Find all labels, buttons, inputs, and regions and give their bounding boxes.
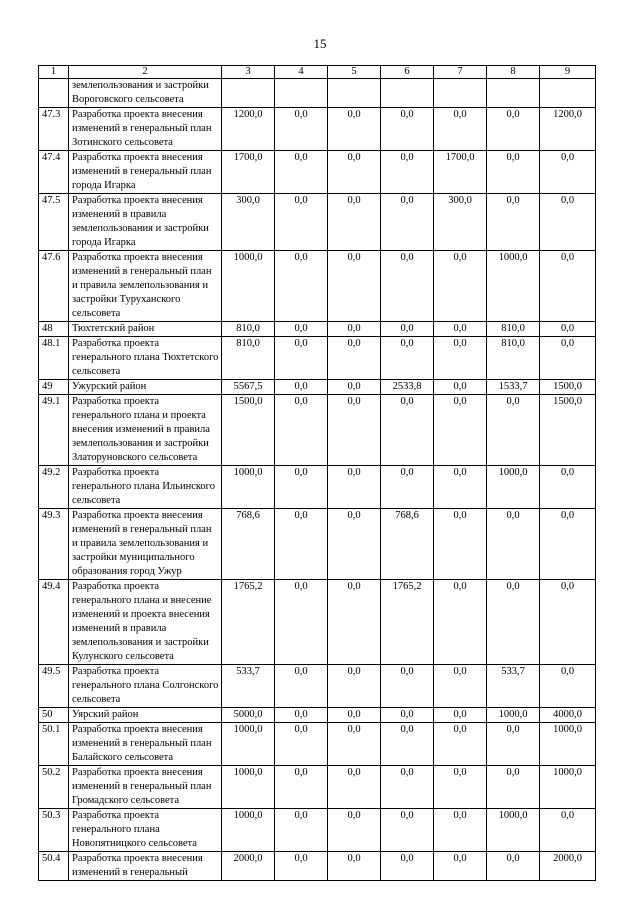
row-name-cell: Тюхтетский район — [69, 322, 222, 337]
value-cell: 2533,8 — [381, 380, 434, 395]
table-row — [39, 708, 596, 723]
row-number-cell: 48 — [39, 322, 69, 337]
value-cell: 0,0 — [275, 852, 328, 881]
value-cell: 0,0 — [275, 108, 328, 151]
value-cell: 0,0 — [275, 708, 328, 723]
value-cell — [381, 79, 434, 108]
table-row — [39, 380, 596, 395]
value-cell: 0,0 — [434, 380, 487, 395]
table-row — [39, 665, 596, 708]
value-cell: 0,0 — [275, 194, 328, 251]
row-number-cell: 50.2 — [39, 766, 69, 809]
value-cell: 0,0 — [275, 151, 328, 194]
row-number-cell: 49.4 — [39, 580, 69, 665]
value-cell: 0,0 — [275, 251, 328, 322]
value-cell: 810,0 — [222, 322, 275, 337]
page-number: 15 — [313, 36, 327, 51]
value-cell: 0,0 — [328, 766, 381, 809]
value-cell: 0,0 — [434, 322, 487, 337]
value-cell: 0,0 — [275, 380, 328, 395]
row-name-cell: Разработка проекта генерального плана и проекта внесения изменений в правила землепользования и застройки Златоруновского сельсовета — [69, 395, 222, 466]
column-header: 2 — [69, 66, 222, 79]
value-cell — [222, 79, 275, 108]
value-cell: 1000,0 — [487, 466, 540, 509]
value-cell: 810,0 — [487, 322, 540, 337]
value-cell: 0,0 — [434, 466, 487, 509]
column-header: 8 — [487, 66, 540, 79]
row-number-cell: 50.3 — [39, 809, 69, 852]
value-cell: 1500,0 — [540, 395, 596, 466]
column-header: 3 — [222, 66, 275, 79]
row-name-cell: Разработка проекта генерального плана и внесение изменений и проекта внесения изменений в правила землепользования и застройки Кулунского сельсовета — [69, 580, 222, 665]
value-cell: 0,0 — [434, 809, 487, 852]
row-number-cell: 50 — [39, 708, 69, 723]
value-cell: 810,0 — [222, 337, 275, 380]
value-cell — [487, 79, 540, 108]
value-cell: 2000,0 — [540, 852, 596, 881]
value-cell: 0,0 — [328, 723, 381, 766]
column-header: 5 — [328, 66, 381, 79]
value-cell: 0,0 — [434, 766, 487, 809]
value-cell: 0,0 — [540, 151, 596, 194]
value-cell: 0,0 — [275, 337, 328, 380]
row-number-cell: 47.3 — [39, 108, 69, 151]
value-cell: 0,0 — [434, 509, 487, 580]
budget-table — [38, 65, 596, 881]
row-name-cell: Ужурский район — [69, 380, 222, 395]
value-cell: 0,0 — [275, 509, 328, 580]
value-cell: 0,0 — [328, 466, 381, 509]
value-cell: 0,0 — [328, 380, 381, 395]
row-name-cell: Разработка проекта внесения изменений в генеральный план Балайского сельсовета — [69, 723, 222, 766]
value-cell: 0,0 — [540, 251, 596, 322]
value-cell: 0,0 — [487, 723, 540, 766]
table-row — [39, 151, 596, 194]
value-cell: 810,0 — [487, 337, 540, 380]
value-cell — [275, 79, 328, 108]
value-cell: 0,0 — [540, 809, 596, 852]
value-cell: 1000,0 — [540, 723, 596, 766]
value-cell: 0,0 — [434, 580, 487, 665]
row-name-cell: Разработка проекта генерального плана Новопятницкого сельсовета — [69, 809, 222, 852]
row-name-cell: Разработка проекта генерального плана Тюхтетского сельсовета — [69, 337, 222, 380]
value-cell: 533,7 — [222, 665, 275, 708]
value-cell: 0,0 — [328, 251, 381, 322]
value-cell: 0,0 — [434, 708, 487, 723]
value-cell: 1500,0 — [222, 395, 275, 466]
value-cell: 1700,0 — [434, 151, 487, 194]
column-header: 9 — [540, 66, 596, 79]
row-name-cell: Уярский район — [69, 708, 222, 723]
value-cell: 0,0 — [487, 509, 540, 580]
value-cell — [540, 79, 596, 108]
row-number-cell: 47.5 — [39, 194, 69, 251]
table-row — [39, 79, 596, 108]
row-name-cell: Разработка проекта внесения изменений в генеральный план Громадского сельсовета — [69, 766, 222, 809]
value-cell: 1000,0 — [222, 466, 275, 509]
row-name-cell: Разработка проекта внесения изменений в генеральный план Зотинского сельсовета — [69, 108, 222, 151]
value-cell: 0,0 — [381, 108, 434, 151]
table-header-row — [39, 66, 596, 79]
value-cell: 1200,0 — [222, 108, 275, 151]
value-cell: 0,0 — [328, 852, 381, 881]
value-cell: 0,0 — [381, 395, 434, 466]
value-cell: 0,0 — [328, 322, 381, 337]
table-row — [39, 809, 596, 852]
value-cell: 0,0 — [487, 108, 540, 151]
table-row — [39, 580, 596, 665]
value-cell: 4000,0 — [540, 708, 596, 723]
table-body — [39, 66, 596, 881]
table-row — [39, 251, 596, 322]
value-cell: 0,0 — [328, 665, 381, 708]
value-cell: 0,0 — [381, 708, 434, 723]
row-name-cell: землепользования и застройки Вороговского сельсовета — [69, 79, 222, 108]
value-cell: 0,0 — [487, 766, 540, 809]
value-cell: 1000,0 — [487, 809, 540, 852]
column-header: 1 — [39, 66, 69, 79]
value-cell: 1500,0 — [540, 380, 596, 395]
row-name-cell: Разработка проекта внесения изменений в правила землепользования и застройки города Игарка — [69, 194, 222, 251]
value-cell: 0,0 — [487, 852, 540, 881]
row-name-cell: Разработка проекта внесения изменений в генеральный план города Игарка — [69, 151, 222, 194]
value-cell: 0,0 — [434, 108, 487, 151]
value-cell: 0,0 — [487, 194, 540, 251]
row-name-cell: Разработка проекта внесения изменений в генеральный план и правила землепользования и застройки муниципального образования город Ужур — [69, 509, 222, 580]
value-cell: 0,0 — [540, 194, 596, 251]
row-number-cell — [39, 79, 69, 108]
table-row — [39, 466, 596, 509]
value-cell: 1000,0 — [540, 766, 596, 809]
value-cell — [434, 79, 487, 108]
table-row — [39, 509, 596, 580]
value-cell: 0,0 — [434, 251, 487, 322]
value-cell: 0,0 — [328, 580, 381, 665]
value-cell: 1765,2 — [222, 580, 275, 665]
value-cell: 0,0 — [275, 322, 328, 337]
value-cell: 0,0 — [434, 395, 487, 466]
table-row — [39, 337, 596, 380]
value-cell: 0,0 — [275, 766, 328, 809]
value-cell: 0,0 — [275, 580, 328, 665]
value-cell: 0,0 — [540, 580, 596, 665]
value-cell: 0,0 — [381, 322, 434, 337]
value-cell: 768,6 — [381, 509, 434, 580]
value-cell: 0,0 — [275, 466, 328, 509]
value-cell: 0,0 — [328, 337, 381, 380]
value-cell: 1700,0 — [222, 151, 275, 194]
value-cell: 768,6 — [222, 509, 275, 580]
value-cell: 1000,0 — [222, 251, 275, 322]
row-number-cell: 47.4 — [39, 151, 69, 194]
value-cell: 0,0 — [487, 395, 540, 466]
value-cell: 0,0 — [381, 665, 434, 708]
value-cell: 0,0 — [434, 852, 487, 881]
value-cell: 0,0 — [328, 395, 381, 466]
value-cell: 1000,0 — [222, 809, 275, 852]
table-row — [39, 852, 596, 881]
table-row — [39, 322, 596, 337]
value-cell: 0,0 — [381, 809, 434, 852]
row-name-cell: Разработка проекта генерального плана Солгонского сельсовета — [69, 665, 222, 708]
value-cell: 300,0 — [434, 194, 487, 251]
value-cell: 0,0 — [381, 251, 434, 322]
value-cell: 0,0 — [275, 665, 328, 708]
column-header: 4 — [275, 66, 328, 79]
value-cell: 0,0 — [487, 151, 540, 194]
value-cell: 0,0 — [381, 723, 434, 766]
table-row — [39, 766, 596, 809]
value-cell: 0,0 — [540, 509, 596, 580]
row-number-cell: 49 — [39, 380, 69, 395]
value-cell: 1000,0 — [222, 766, 275, 809]
value-cell: 0,0 — [275, 809, 328, 852]
value-cell: 0,0 — [328, 809, 381, 852]
value-cell: 0,0 — [275, 395, 328, 466]
value-cell: 0,0 — [434, 665, 487, 708]
value-cell: 0,0 — [381, 466, 434, 509]
row-name-cell: Разработка проекта генерального плана Ильинского сельсовета — [69, 466, 222, 509]
value-cell: 1000,0 — [222, 723, 275, 766]
row-number-cell: 49.1 — [39, 395, 69, 466]
value-cell: 0,0 — [381, 766, 434, 809]
value-cell: 0,0 — [381, 194, 434, 251]
table-row — [39, 194, 596, 251]
value-cell: 2000,0 — [222, 852, 275, 881]
value-cell: 1533,7 — [487, 380, 540, 395]
value-cell: 0,0 — [540, 665, 596, 708]
value-cell: 5567,5 — [222, 380, 275, 395]
value-cell: 0,0 — [487, 580, 540, 665]
value-cell: 5000,0 — [222, 708, 275, 723]
row-number-cell: 49.5 — [39, 665, 69, 708]
value-cell: 0,0 — [381, 337, 434, 380]
row-number-cell: 49.2 — [39, 466, 69, 509]
value-cell: 0,0 — [328, 194, 381, 251]
value-cell: 0,0 — [328, 108, 381, 151]
value-cell: 300,0 — [222, 194, 275, 251]
row-number-cell: 50.1 — [39, 723, 69, 766]
value-cell: 0,0 — [434, 723, 487, 766]
value-cell: 0,0 — [328, 151, 381, 194]
value-cell — [328, 79, 381, 108]
value-cell: 533,7 — [487, 665, 540, 708]
value-cell: 0,0 — [328, 509, 381, 580]
row-number-cell: 48.1 — [39, 337, 69, 380]
value-cell: 0,0 — [434, 337, 487, 380]
value-cell: 0,0 — [381, 852, 434, 881]
value-cell: 0,0 — [275, 723, 328, 766]
value-cell: 0,0 — [540, 466, 596, 509]
row-number-cell: 50.4 — [39, 852, 69, 881]
table-row — [39, 108, 596, 151]
row-number-cell: 47.6 — [39, 251, 69, 322]
column-header: 6 — [381, 66, 434, 79]
value-cell: 1000,0 — [487, 708, 540, 723]
row-number-cell: 49.3 — [39, 509, 69, 580]
value-cell: 0,0 — [381, 151, 434, 194]
row-name-cell: Разработка проекта внесения изменений в генеральный план и правила землепользования и застройки Туруханского сельсовета — [69, 251, 222, 322]
value-cell: 1765,2 — [381, 580, 434, 665]
value-cell: 1000,0 — [487, 251, 540, 322]
column-header: 7 — [434, 66, 487, 79]
table-row — [39, 395, 596, 466]
value-cell: 0,0 — [328, 708, 381, 723]
value-cell: 0,0 — [540, 322, 596, 337]
row-name-cell: Разработка проекта внесения изменений в генеральный — [69, 852, 222, 881]
value-cell: 1200,0 — [540, 108, 596, 151]
table-row — [39, 723, 596, 766]
value-cell: 0,0 — [540, 337, 596, 380]
